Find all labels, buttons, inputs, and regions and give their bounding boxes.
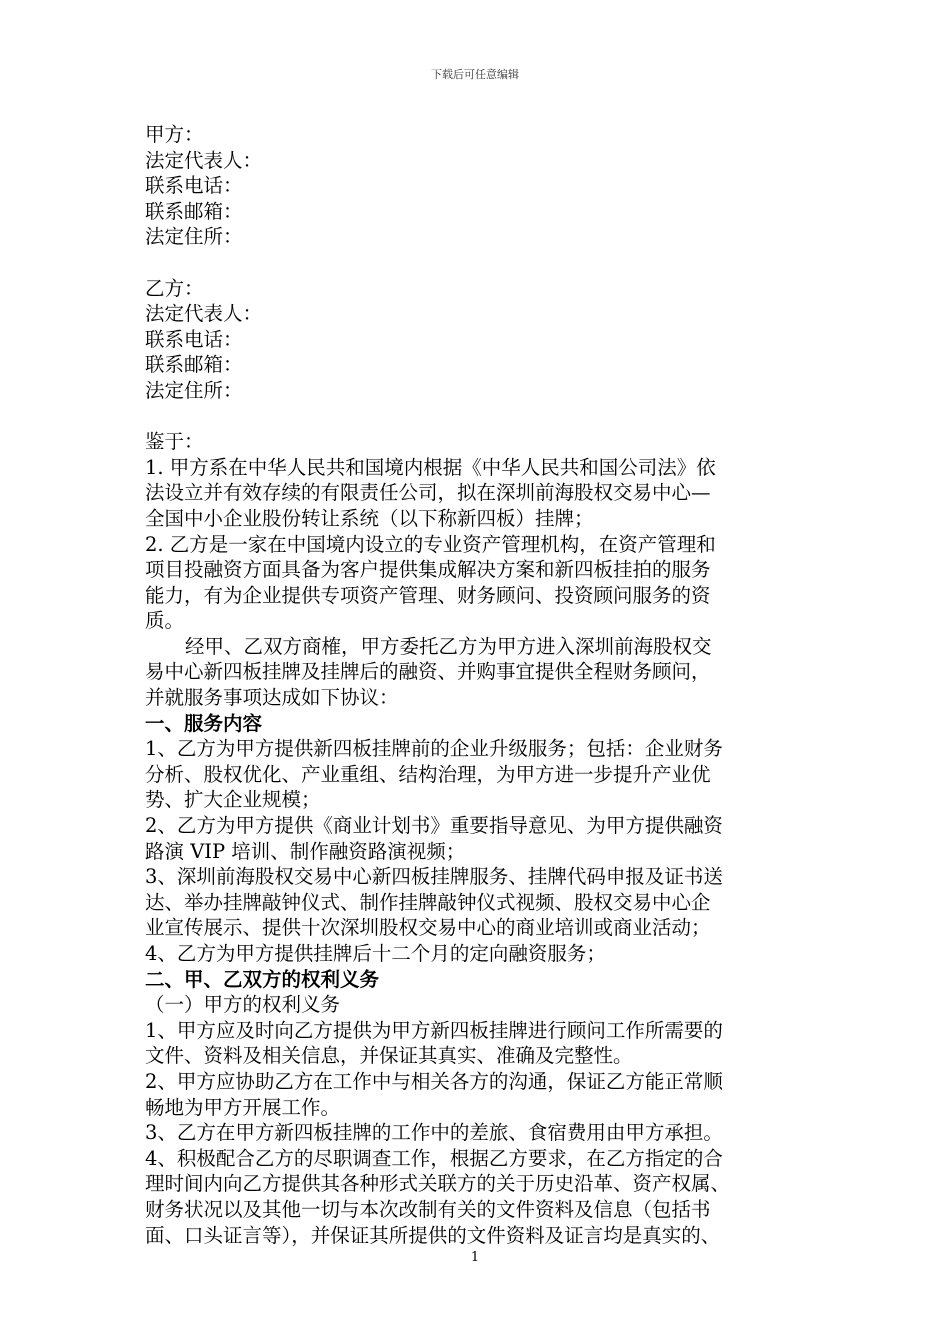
party-a-label: 甲方： <box>145 123 204 146</box>
section2-item4-line: 面、口头证言等），并保证其所提供的文件资料及证言均是真实的、 <box>145 1223 721 1247</box>
section2-item4-line: 4、积极配合乙方的尽职调查工作，根据乙方要求，在乙方指定的合 <box>145 1146 723 1170</box>
section2-item1-line: 文件、资料及相关信息，并保证其真实、准确及完整性。 <box>145 1044 633 1068</box>
party-b-phone: 联系电话： <box>145 327 243 351</box>
party-a-rep: 法定代表人： <box>145 148 263 172</box>
section1-item2-line: 2、乙方为甲方提供《商业计划书》重要指导意见、为甲方提供融资 <box>145 814 723 838</box>
section2-item3-line: 3、乙方在甲方新四板挂牌的工作中的差旅、食宿费用由甲方承担。 <box>145 1121 723 1145</box>
agreement-line: 并就服务事项达成如下协议： <box>145 686 399 710</box>
party-b-rep: 法定代表人： <box>145 302 263 326</box>
section2-item2-line: 畅地为甲方开展工作。 <box>145 1095 341 1119</box>
party-b-label: 乙方： <box>145 276 204 300</box>
party-a-address: 法定住所： <box>145 225 243 249</box>
section2-item1-line: 1、甲方应及时向乙方提供为甲方新四板挂牌进行顾问工作所需要的 <box>145 1018 723 1042</box>
whereas-item2-line: 质。 <box>145 609 185 633</box>
section1-item3-line: 达、举办挂牌敲钟仪式、制作挂牌敲钟仪式视频、股权交易中心企 <box>145 890 711 914</box>
section2-item4-line: 财务状况以及其他一切与本次改制有关的文件资料及信息（包括书 <box>145 1197 711 1221</box>
party-a-phone: 联系电话： <box>145 174 243 198</box>
whereas-item1-line: 全国中小企业股份转让系统（以下称新四板）挂牌； <box>145 506 594 530</box>
section2-item4-line: 理时间内向乙方提供其各种形式关联方的关于历史沿革、资产权属、 <box>145 1172 731 1196</box>
section2-item2-line: 2、甲方应协助乙方在工作中与相关各方的沟通，保证乙方能正常顺 <box>145 1069 723 1093</box>
section1-item4-line: 4、乙方为甲方提供挂牌后十二个月的定向融资服务； <box>145 942 606 965</box>
section1-item3-line: 3、深圳前海股权交易中心新四板挂牌服务、挂牌代码申报及证书送 <box>145 865 723 889</box>
section1-heading: 一、服务内容 <box>145 711 263 735</box>
section1-item1-line: 分析、股权优化、产业重组、结构治理，为甲方进一步提升产业优 <box>145 762 711 786</box>
document-body <box>145 122 809 1248</box>
agreement-line: 易中心新四板挂牌及挂牌后的融资、并购事宜提供全程财务顾问， <box>145 660 711 684</box>
party-b-address: 法定住所： <box>145 378 243 402</box>
whereas-label: 鉴于： <box>145 430 204 454</box>
whereas-item2-line: 2. 乙方是一家在中国境内设立的专业资产管理机构，在资产管理和 <box>145 532 716 556</box>
page-header: 下载后可任意编辑 <box>431 68 519 81</box>
party-a-email: 联系邮箱： <box>145 199 243 223</box>
agreement-line: 经甲、乙双方商榷，甲方委托乙方为甲方进入深圳前海股权交 <box>185 634 712 658</box>
section1-item1-line: 1、乙方为甲方提供新四板挂牌前的企业升级服务；包括：企业财务 <box>145 737 723 761</box>
page-number: 1 <box>470 1250 480 1265</box>
section2-heading: 二、甲、乙双方的权利义务 <box>145 967 380 991</box>
whereas-item2-line: 项目投融资方面具备为客户提供集成解决方案和新四板挂拍的服务 <box>145 558 711 582</box>
party-b-email: 联系邮箱： <box>145 353 243 377</box>
section2-subheading: （一）甲方的权利义务 <box>145 993 341 1017</box>
whereas-item1-line: 法设立并有效存续的有限责任公司，拟在深圳前海股权交易中心— <box>145 481 711 505</box>
section1-item3-line: 业宣传展示、提供十次深圳股权交易中心的商业培训或商业活动； <box>145 916 711 940</box>
whereas-item2-line: 能力，有为企业提供专项资产管理、财务顾问、投资顾问服务的资 <box>145 583 711 607</box>
whereas-item1-line: 1. 甲方系在中华人民共和国境内根据《中华人民共和国公司法》依 <box>145 455 716 479</box>
section1-item2-line: 路演 VIP 培训、制作融资路演视频； <box>145 839 466 863</box>
section1-item1-line: 势、扩大企业规模； <box>145 788 321 812</box>
